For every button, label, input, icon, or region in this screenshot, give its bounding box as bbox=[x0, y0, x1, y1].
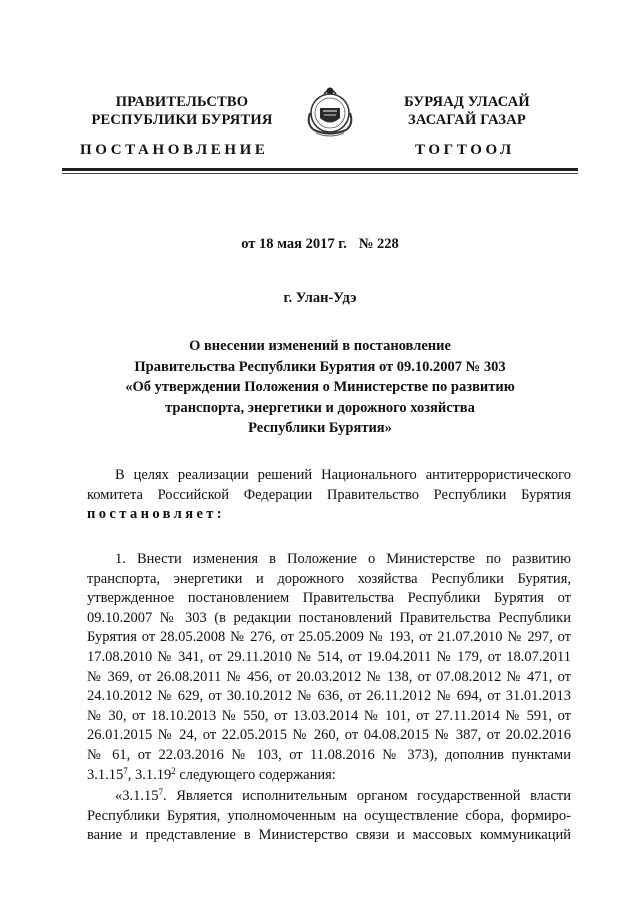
clause-ref-sup: 2 bbox=[171, 765, 176, 776]
preamble-line: комитета Российской Федерации Правительство Республики Бурятия bbox=[87, 486, 571, 503]
clause-line: Бурятия от 28.05.2008 № 276, от 25.05.2009 № 193, от 21.07.2010 № 297, от bbox=[87, 629, 571, 646]
header-left-line2: РЕСПУБЛИКИ БУРЯТИЯ bbox=[91, 112, 273, 128]
title-line: транспорта, энергетики и дорожного хозяйства bbox=[165, 399, 475, 416]
clause-ref: 3.1.15 bbox=[87, 766, 124, 783]
clause-line: 1. Внести изменения в Положение о Министерстве по развитию bbox=[115, 551, 571, 567]
clause-line: вание и представление в Министерство связи и массовых коммуникаций bbox=[87, 827, 571, 844]
preamble-paragraph bbox=[87, 466, 571, 525]
header-right-line1: БУРЯАД УЛАСАЙ bbox=[404, 94, 530, 110]
clause-line: № 30, от 18.10.2013 № 550, от 13.03.2014 № 101, от 27.11.2014 № 591, от bbox=[87, 707, 571, 724]
clause-line: транспорта, энергетики и дорожного хозяйства Республики Бурятия, bbox=[87, 570, 571, 587]
clause-line: 26.01.2015 № 24, от 22.05.2015 № 260, от 04.08.2015 № 387, от 20.02.2016 bbox=[87, 727, 571, 744]
doc-type-russian: ПОСТАНОВЛЕНИЕ bbox=[80, 142, 269, 158]
clause-line: утвержденное постановлением Правительства Республики Бурятия от bbox=[87, 590, 571, 607]
header-divider-thick bbox=[62, 168, 578, 171]
preamble-line: В целях реализации решений Национального антитеррористического bbox=[115, 467, 571, 483]
clause-line: Республики Бурятия, уполномоченным на осуществление сбора, формиро- bbox=[87, 807, 571, 824]
clause-ref-sup: 7 bbox=[123, 765, 128, 776]
clause-ref-sup: 7 bbox=[158, 787, 163, 797]
header-right-line2: ЗАСАГАЙ ГАЗАР bbox=[408, 112, 526, 128]
clause-line: 09.10.2007 № 303 (в редакции постановлений Правительства Республики bbox=[87, 609, 571, 626]
clause-line: 17.08.2010 № 341, от 29.11.2010 № 514, от 19.04.2011 № 179, от 18.07.2011 bbox=[87, 648, 571, 665]
title-line: Республики Бурятия» bbox=[248, 420, 392, 436]
coat-of-arms-emblem-icon bbox=[300, 80, 360, 140]
header-left bbox=[82, 93, 282, 129]
clause-last-line bbox=[87, 766, 571, 786]
clause-line bbox=[87, 787, 571, 807]
clause-ref: , 3.1.19 bbox=[127, 766, 172, 783]
doc-type-buryat: ТОГТООЛ bbox=[415, 142, 515, 158]
resolution-date: от 18 мая 2017 г. bbox=[241, 236, 347, 252]
city-line: г. Улан-Удэ bbox=[283, 290, 357, 306]
header-divider-thin bbox=[62, 173, 578, 174]
clause-line: № 61, от 22.03.2016 № 103, от 11.08.2016 № 373), дополнив пунктами bbox=[87, 746, 571, 763]
title-line: О внесении изменений в постановление bbox=[189, 338, 451, 354]
clause-text: следующего содержания: bbox=[175, 766, 336, 783]
preamble-resolves-line bbox=[87, 505, 571, 525]
header-left-line1: ПРАВИТЕЛЬСТВО bbox=[115, 94, 249, 110]
resolution-title bbox=[95, 336, 545, 439]
clause-line: 24.10.2012 № 629, от 30.10.2012 № 636, от 26.11.2012 № 694, от 31.01.2013 bbox=[87, 688, 571, 705]
resolution-number: № 228 bbox=[358, 236, 399, 252]
resolves-word: постановляет: bbox=[87, 506, 226, 523]
clause-ref: «3.1.15 bbox=[115, 788, 159, 804]
date-number-line bbox=[0, 236, 640, 253]
title-line: «Об утверждении Положения о Министерстве по развитию bbox=[125, 379, 515, 395]
clause-1-paragraph bbox=[87, 550, 571, 785]
title-line: Правительства Республики Бурятия от 09.10.2007 № 303 bbox=[134, 358, 506, 375]
clause-line: № 369, от 26.08.2011 № 456, от 20.03.2012 № 138, от 07.08.2012 № 471, от bbox=[87, 668, 571, 685]
clause-text: . Является исполнительным органом государственной власти bbox=[163, 788, 571, 804]
clause-3-1-15-paragraph bbox=[87, 787, 571, 846]
header-right bbox=[382, 93, 552, 129]
